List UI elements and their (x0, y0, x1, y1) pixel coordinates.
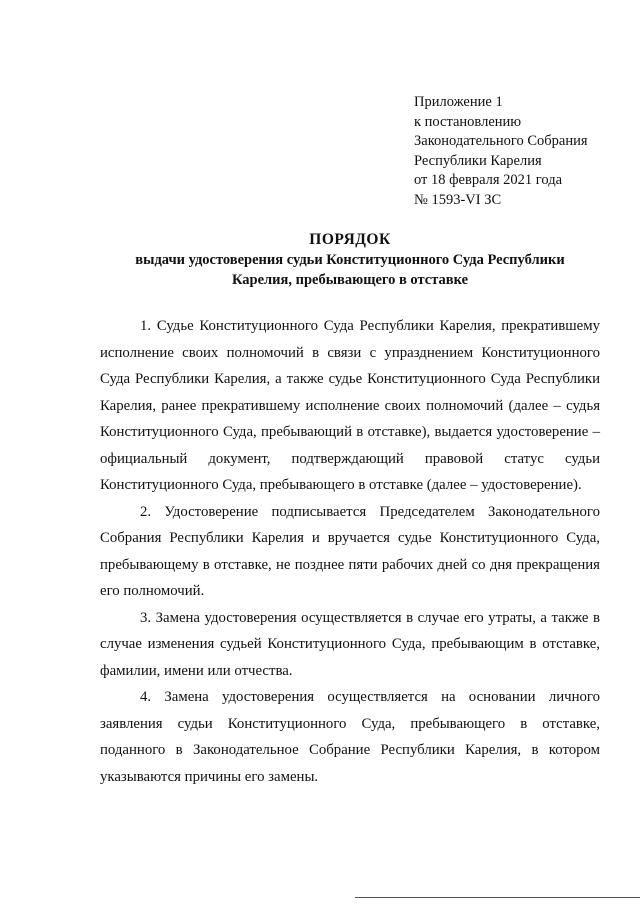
document-subtitle-line-1: выдачи удостоверения судьи Конституционного Суда Республики (135, 252, 565, 268)
appendix-line: Республики Карелия (414, 152, 542, 169)
appendix-line: от 18 февраля 2021 года (414, 172, 563, 189)
paragraph-4: 4. Замена удостоверения осуществляется на основании личного заявления судьи Конституционного Суда, пребывающего в отставке, поданного в Законодательное Собрание Республики Карелия, в котором указываются причины его замены. (100, 689, 600, 785)
appendix-block (414, 93, 588, 211)
paragraph-3: 3. Замена удостоверения осуществляется в случае его утраты, а также в случае изменения судьей Конституционного Суда, пребывающим в отставке, фамилии, имени или отчества. (100, 609, 600, 679)
scan-edge-line (355, 897, 640, 898)
appendix-line: Законодательного Собрания (414, 133, 588, 150)
paragraph-2: 2. Удостоверение подписывается Председателем Законодательного Собрания Республики Карелия и вручается судье Конституционного Суда, пребывающему в отставке, не позднее пяти рабочих дней со дня прекращения его полномочий. (100, 503, 600, 599)
document-heading (100, 230, 600, 290)
document-subtitle-line-2: Карелия, пребывающего в отставке (231, 272, 469, 288)
appendix-line: № 1593-VI ЗС (414, 191, 502, 208)
appendix-line: к постановлению (414, 113, 522, 130)
paragraph-1: 1. Судье Конституционного Суда Республики Карелия, прекратившему исполнение своих полномочий в связи с упразднением Конституционного Суда Республики Карелия, а также судье Конституционного Суда Республики Карелия, ранее прекратившему исполнение своих полномочий (далее – судья Конституционного Суда, пребывающий в отставке), выдается удостоверение – официальный документ, подтверждающий правовой статус судьи Конституционного Суда, пребывающего в отставке (далее – удостоверение). (100, 318, 600, 493)
appendix-line: Приложение 1 (414, 94, 503, 110)
document-body (100, 313, 600, 790)
document-title: ПОРЯДОК (309, 231, 391, 248)
